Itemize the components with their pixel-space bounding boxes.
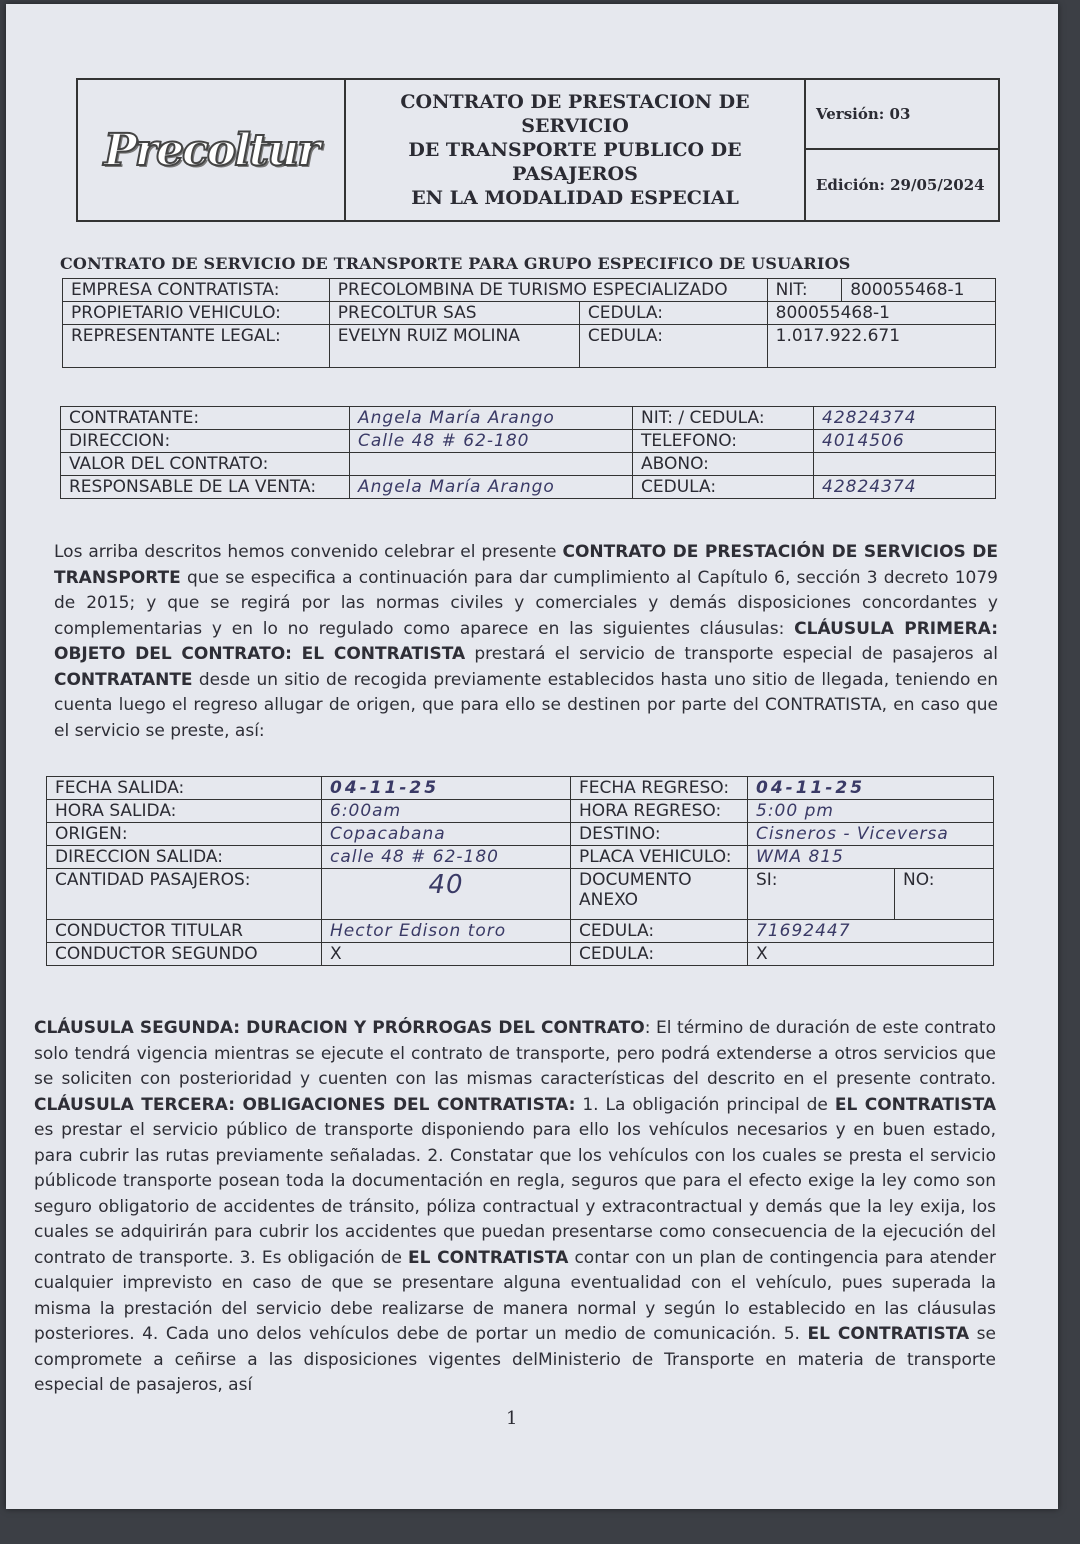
abono-label: ABONO:	[633, 453, 814, 476]
intro-bold-1: CONTRATO DE PRESTACIÓN DE SERVICIOS DE TRANSPORTE	[54, 542, 998, 588]
clause-3-bold-3: EL CONTRATISTA	[807, 1324, 970, 1344]
representante-cedula-value: 1.017.922.671	[767, 325, 995, 368]
conductor-titular-cedula-value: 71692447	[748, 920, 994, 943]
documento-label: DOCUMENTO ANEXO	[571, 869, 748, 920]
clause-3-bold-2: EL CONTRATISTA	[408, 1247, 569, 1268]
representante-cedula-label: CEDULA:	[579, 325, 767, 368]
fecha-regreso-value: 04-11-25	[748, 777, 994, 800]
conductor-segundo-value: X	[322, 943, 571, 966]
propietario-cedula-label: CEDULA:	[579, 302, 767, 325]
company-logo: Precoltur	[103, 124, 319, 176]
contratante-label: CONTRATANTE:	[61, 407, 350, 430]
direccion-salida-value: calle 48 # 62-180	[322, 846, 571, 869]
responsable-value: Angela María Arango	[350, 476, 633, 499]
intro-paragraph	[54, 540, 998, 744]
clause-2-text: : El término de duración de este contrato solo tendrá vigencia mientras se ejecute el contrato de transporte, pero podrá extenderse a otros servicios que se soliciten con posterioridad y cuenten con las mismas características del descrito en el presente contrato.	[34, 1018, 996, 1089]
direccion-label: DIRECCION:	[61, 430, 350, 453]
clause-3-text-3: contar con un plan de contingencia para atender cualquier imprevisto en caso de que se presentare alguna eventualidad con el vehículo, pues superada la misma la prestación del servicio debe realizarse de manera normal y según lo establecido en las cláusulas posteriores. 4. Cada uno delos vehículos debe de portar un medio de comunicación. 5.	[34, 1247, 997, 1344]
hora-regreso-value: 5:00 pm	[748, 800, 994, 823]
propietario-cedula-value: 800055468-1	[767, 302, 995, 325]
clause-3-text-1: 1. La obligación principal de	[575, 1094, 835, 1115]
intro-bold-2: CLÁUSULA PRIMERA: OBJETO DEL CONTRATO: EL CONTRATISTA	[54, 618, 999, 664]
clause-3-text-2: es prestar el servicio público de transporte disponiendo para ello los vehículos necesarios y en buen estado, para cubrir las rutas previamente señaladas. 2. Constatar que los vehículos con los cuales se presta el servicio públicode transporte posean toda la documentación en regla, seguros que para el efecto exige la ley como son seguro obligatorio de accidentes de tránsito, póliza contractual y extracontractual y demás que la ley exija, los cuales se adquirirán para cubrir los accidentes que puedan presentarse como consecuencia de la ejecución del contrato de transporte. 3. Es obligación de	[34, 1120, 996, 1268]
page-number: 1	[506, 1408, 518, 1429]
title-line-2: DE TRANSPORTE PUBLICO DE PASAJEROS	[408, 139, 742, 185]
telefono-label: TELEFONO:	[633, 430, 814, 453]
representante-label: REPRESENTANTE LEGAL:	[63, 325, 330, 368]
hora-salida-value: 6:00am	[322, 800, 571, 823]
hora-salida-label: HORA SALIDA:	[47, 800, 322, 823]
nit-cedula-label: NIT: / CEDULA:	[633, 407, 814, 430]
telefono-value: 4014506	[814, 430, 996, 453]
fecha-regreso-label: FECHA REGRESO:	[571, 777, 748, 800]
conductor-titular-value: Hector Edison toro	[322, 920, 571, 943]
clause-3-title: CLÁUSULA TERCERA: OBLIGACIONES DEL CONTRATISTA:	[34, 1094, 576, 1115]
intro-text-1: Los arriba descritos hemos convenido celebrar el presente	[54, 542, 563, 562]
clause-3-bold-1: EL CONTRATISTA	[834, 1094, 997, 1115]
fecha-salida-label: FECHA SALIDA:	[47, 777, 322, 800]
origen-label: ORIGEN:	[47, 823, 322, 846]
abono-value	[814, 453, 996, 476]
responsable-cedula-label: CEDULA:	[633, 476, 814, 499]
responsable-cedula-value: 42824374	[814, 476, 996, 499]
cantidad-label: CANTIDAD PASAJEROS:	[47, 869, 322, 920]
conductor-titular-label: CONDUCTOR TITULAR	[47, 920, 322, 943]
conductor-titular-cedula-label: CEDULA:	[571, 920, 748, 943]
contratante-value: Angela María Arango	[350, 407, 633, 430]
trip-table	[46, 776, 994, 966]
direccion-salida-label: DIRECCION SALIDA:	[47, 846, 322, 869]
document-header	[76, 78, 1000, 222]
direccion-value: Calle 48 # 62-180	[350, 430, 633, 453]
destino-label: DESTINO:	[571, 823, 748, 846]
placa-label: PLACA VEHICULO:	[571, 846, 748, 869]
no-label: NO:	[895, 869, 994, 920]
conductor-segundo-cedula-label: CEDULA:	[571, 943, 748, 966]
fecha-salida-value: 04-11-25	[322, 777, 571, 800]
intro-text-3: prestará el servicio de transporte especial de pasajeros al	[465, 644, 998, 664]
intro-text-4: desde un sitio de recogida previamente establecidos hasta uno sitio de llegada, teniendo en cuenta luego el regreso allugar de origen, que para ello se destinen por parte del CONTRATISTA, en caso que el servicio se preste, así:	[54, 669, 998, 741]
valor-label: VALOR DEL CONTRATO:	[61, 453, 350, 476]
section-title: CONTRATO DE SERVICIO DE TRANSPORTE PARA GRUPO ESPECIFICO DE USUARIOS	[60, 254, 851, 273]
title-line-1: CONTRATO DE PRESTACION DE SERVICIO	[400, 91, 750, 137]
title-line-3: EN LA MODALIDAD ESPECIAL	[411, 187, 739, 209]
intro-text-2: que se especifica a continuación para dar cumplimiento al Capítulo 6, sección 3 decreto 1079 de 2015; y que se regirá por las normas civiles y comerciales y demás disposiciones concordantes y complementarias y en lo no regulado como aparece en las siguientes cláusulas:	[54, 567, 998, 639]
destino-value: Cisneros - Viceversa	[748, 823, 994, 846]
clause-3-text-4: se compromete a ceñirse a las disposiciones vigentes delMinisterio de Transporte en materia de transporte especial de pasajeros, así	[34, 1324, 996, 1395]
empresa-value: PRECOLOMBINA DE TURISMO ESPECIALIZADO	[329, 279, 767, 302]
empresa-label: EMPRESA CONTRATISTA:	[63, 279, 330, 302]
client-table	[60, 406, 996, 499]
nit-label: NIT:	[767, 279, 842, 302]
origen-value: Copacabana	[322, 823, 571, 846]
edition-label: Edición: 29/05/2024	[816, 176, 985, 194]
hora-regreso-label: HORA REGRESO:	[571, 800, 748, 823]
company-table	[62, 278, 996, 368]
document-title	[346, 80, 806, 220]
cantidad-value: 40	[322, 869, 571, 920]
propietario-value: PRECOLTUR SAS	[329, 302, 579, 325]
nit-value: 800055468-1	[842, 279, 996, 302]
version-label: Versión: 03	[806, 80, 998, 150]
placa-value: WMA 815	[748, 846, 994, 869]
propietario-label: PROPIETARIO VEHICULO:	[63, 302, 330, 325]
clause-2-title: CLÁUSULA SEGUNDA: DURACION Y PRÓRROGAS DEL CONTRATO	[34, 1018, 645, 1038]
clauses-paragraph	[34, 1016, 996, 1399]
document-meta	[806, 80, 998, 220]
representante-value: EVELYN RUIZ MOLINA	[329, 325, 579, 368]
conductor-segundo-cedula-value: X	[748, 943, 994, 966]
valor-value	[350, 453, 633, 476]
si-label: SI:	[748, 869, 895, 920]
logo-cell	[78, 80, 346, 220]
contract-page	[6, 4, 1058, 1509]
nit-cedula-value: 42824374	[814, 407, 996, 430]
conductor-segundo-label: CONDUCTOR SEGUNDO	[47, 943, 322, 966]
responsable-label: RESPONSABLE DE LA VENTA:	[61, 476, 350, 499]
intro-bold-3: CONTRATANTE	[54, 669, 193, 690]
